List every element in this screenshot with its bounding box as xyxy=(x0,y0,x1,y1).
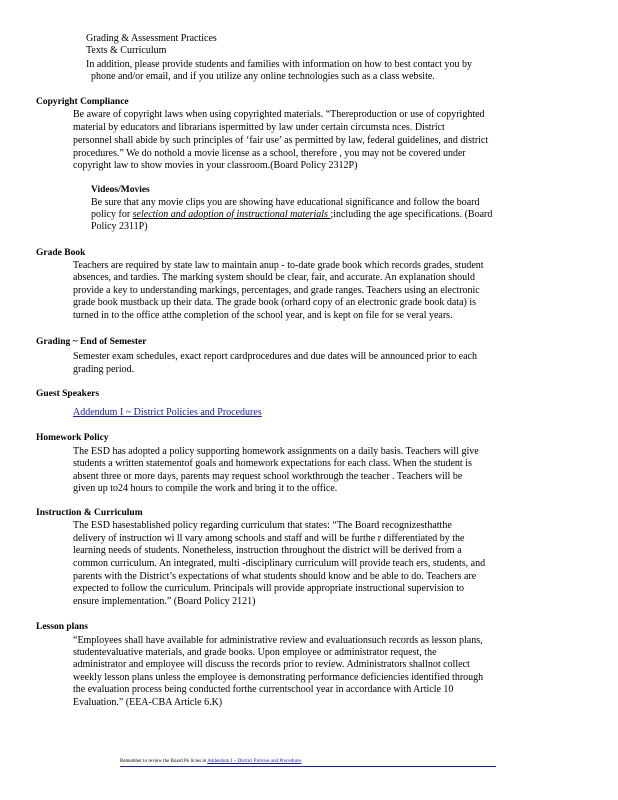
instruction-line-5: parents with the District’s expectations of what students should know and be able to do. Teachers are xyxy=(73,571,477,582)
videos-line-3: Policy 2311P) xyxy=(91,221,148,232)
lesson-line-6: Evaluation.” (EEA-CBA Article 6.K) xyxy=(73,697,223,708)
homework-line-3: absent three or more days, parents may request school workthrough the teacher . Teachers will be xyxy=(73,471,463,482)
heading-instruction-curriculum: Instruction & Curriculum xyxy=(36,508,143,518)
link-addendum-district-policies[interactable]: Addendum I ~ District Policies and Procedures xyxy=(73,407,262,418)
grade-book-line-3: provide a key to understanding markings, percentages, and grade ranges. Teachers using an electronic xyxy=(73,285,480,296)
grade-book-line-1: Teachers are required by state law to maintain anup - to-date grade book which records grades, student xyxy=(73,260,484,271)
grade-book-line-5: turned in to the office atthe completion of the school year, and is kept on file for se veral years. xyxy=(73,310,453,321)
intro-line-texts: Texts & Curriculum xyxy=(86,45,167,56)
lesson-line-2: studentevaluative materials, and grade books. Upon employee or administrator request, the xyxy=(73,647,437,658)
instruction-line-1: The ESD hasestablished policy regarding curriculum that states: “The Board recognizesthatthe xyxy=(73,520,452,531)
lesson-line-1: “Employees shall have available for administrative review and evaluationsuch records as lesson plans, xyxy=(73,635,483,646)
copyright-line-4: procedures.” We do nothold a movie license as a school, therefore , you may not be covered under xyxy=(73,148,466,159)
copyright-line-2: material by educators and librarians ispermitted by law under certain circumsta nces. District xyxy=(73,122,445,133)
copyright-line-5: copyright law to show movies in your classroom.(Board Policy 2312P) xyxy=(73,160,358,171)
copyright-line-1: Be aware of copyright laws when using copyrighted materials. “Thereproduction or use of copyrighted xyxy=(73,109,485,120)
videos-line-2-prefix: policy for xyxy=(91,209,133,220)
homework-line-1: The ESD has adopted a policy supporting homework assignments on a daily basis. Teachers will give xyxy=(73,446,479,457)
lesson-line-5: the evaluation process being conducted forthe currentschool year in accordance with Article 10 xyxy=(73,684,454,695)
footer-underline xyxy=(120,766,496,767)
heading-copyright-compliance: Copyright Compliance xyxy=(36,97,129,107)
instruction-line-7: ensure implementation.” (Board Policy 2121) xyxy=(73,596,256,607)
videos-line-1: Be sure that any movie clips you are showing have educational significance and follow the board xyxy=(91,197,480,208)
intro-line-phone: phone and/or email, and if you utilize any online technologies such as a class website. xyxy=(91,71,435,82)
footer-link-addendum[interactable]: Addendum I ~ District Policies and Procedures xyxy=(207,759,302,764)
homework-line-2: students a written statementof goals and homework expectations for each class. When the student is xyxy=(73,458,472,469)
heading-grade-book: Grade Book xyxy=(36,248,86,258)
instruction-line-3: learning needs of students. Nonetheless, instruction throughout the district will be derived from a xyxy=(73,545,462,556)
heading-lesson-plans: Lesson plans xyxy=(36,622,89,632)
heading-homework-policy: Homework Policy xyxy=(36,433,109,443)
grading-end-line-1: Semester exam schedules, exact report cardprocedures and due dates will be announced prior to each xyxy=(73,351,477,362)
link-selection-adoption-materials[interactable]: selection and adoption of instructional materials xyxy=(132,209,331,220)
instruction-line-2: delivery of instruction wi ll vary among schools and staff and will be furthe r differentiated by the xyxy=(73,533,465,544)
footer-prefix: Remember to review the Board Po licies in xyxy=(120,759,208,764)
instruction-line-6: expected to follow the curriculum. Principals will provide appropriate instructional supervision to xyxy=(73,583,465,594)
heading-videos-movies: Videos/Movies xyxy=(91,185,150,195)
lesson-line-3: administrator and employee will discuss the records prior to review. Administrators shallnot collect xyxy=(73,659,470,670)
instruction-line-4: common curriculum. An integrated, multi -disciplinary curriculum will provide teach ers, students, and xyxy=(73,558,486,569)
grade-book-line-4: grade book mustback up their data. The grade book (orhard copy of an electronic grade book data) is xyxy=(73,297,477,308)
copyright-line-3: personnel shall abide by such principles of ‘fair use’ as permitted by law, federal guidelines, and district xyxy=(73,135,489,146)
intro-line-grading: Grading & Assessment Practices xyxy=(86,33,217,44)
lesson-line-4: weekly lesson plans unless the employee is demonstrating performance deficiencies identified through xyxy=(73,672,484,683)
videos-line-2-suffix: ;including the age specifications. (Board xyxy=(330,209,493,220)
grading-end-line-2: grading period. xyxy=(73,364,135,375)
footer-note xyxy=(120,759,302,765)
grade-book-line-2: absences, and tardies. The marking system should be clear, fair, and accurate. An explanation should xyxy=(73,272,475,283)
intro-line-contact: In addition, please provide students and families with information on how to best contact you by xyxy=(86,59,473,70)
heading-guest-speakers: Guest Speakers xyxy=(36,389,100,399)
homework-line-4: given up to24 hours to compile the work and bring it to the office. xyxy=(73,483,338,494)
videos-line-2 xyxy=(91,209,492,221)
heading-grading-end-semester: Grading ~ End of Semester xyxy=(36,337,147,347)
